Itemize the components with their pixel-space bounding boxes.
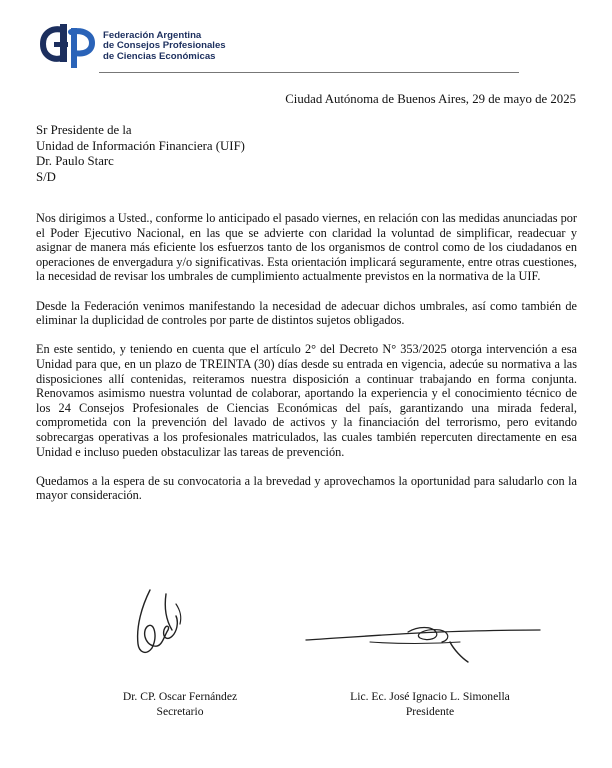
body-paragraph: Nos dirigimos a Usted., conforme lo anticipado el pasado viernes, en relación con las medidas anunciadas por el Poder Ejecutivo Nacional, en las que se advierte con claridad la voluntad de simplificar, readecuar y asignar de manera más eficiente los esfuerzos tanto de los organismos de control como de los ciudadanos en operaciones de envergadura y/o significativas. Esta orientación implicará seguramente, entre otras cuestiones, la necesidad de revisar los umbrales de cumplimiento actualmente previstos en la normativa de la UIF. bbox=[36, 211, 577, 284]
signatory-name: Lic. Ec. José Ignacio L. Simonella bbox=[350, 690, 510, 703]
recipient-line: S/D bbox=[36, 169, 56, 184]
recipient-block bbox=[36, 123, 245, 185]
signatory-title: Secretario bbox=[156, 705, 204, 719]
signature-presidente bbox=[300, 620, 550, 666]
recipient-line: Sr Presidente de la bbox=[36, 123, 132, 137]
body-paragraph: Quedamos a la espera de su convocatoria a la brevedad y aprovechamos la oportunidad para saludarlo con la mayor consideración. bbox=[36, 473, 577, 503]
recipient-line: Dr. Paulo Starc bbox=[36, 154, 114, 169]
signatory-presidente bbox=[332, 689, 528, 720]
signatory-secretario bbox=[92, 689, 268, 720]
recipient-line: Unidad de Información Financiera (UIF) bbox=[36, 138, 245, 153]
org-name-line: Federación Argentina bbox=[103, 30, 202, 41]
signatory-title: Presidente bbox=[405, 705, 455, 719]
date-line: Ciudad Autónoma de Buenos Aires, 29 de mayo de 2025 bbox=[285, 92, 576, 106]
body-paragraph: Desde la Federación venimos manifestando la necesidad de adecuar dichos umbrales, así como también de eliminar la duplicidad de controles por parte de distintos sujetos obligados. bbox=[36, 298, 577, 328]
organization-name bbox=[103, 31, 226, 62]
letter-body bbox=[36, 211, 577, 517]
header-divider bbox=[99, 72, 519, 73]
letterhead bbox=[40, 22, 570, 74]
org-name-line: de Ciencias Económicas bbox=[103, 50, 216, 62]
facpce-logo-icon bbox=[40, 22, 96, 68]
org-name-line: de Consejos Profesionales bbox=[103, 40, 226, 52]
signatory-name: Dr. CP. Oscar Fernández bbox=[122, 690, 238, 703]
body-paragraph: En este sentido, y teniendo en cuenta que el artículo 2° del Decreto N° 353/2025 otorga intervención a esa Unidad para que, en un plazo de TREINTA (30) días desde su entrada en vigencia, adecúe su normativa a las disposiciones allí contenidas, reiteramos nuestra disposición a continuar trabajando en forma conjunta. Renovamos asimismo nuestra voluntad de colaborar, aportando la experiencia y el conocimiento técnico de los 24 Consejos Profesionales de Ciencias Económicas del país, garantizando una mirada federal, comprometida con la prevención del lavado de activos y la financiación del terrorismo, pero evitando sobrecargas operativas a los profesionales matriculados, las cuales también repercuten directamente en esa Unidad e incluso pueden obstaculizar las tareas de prevención. bbox=[36, 342, 577, 459]
signature-secretario bbox=[128, 586, 190, 662]
